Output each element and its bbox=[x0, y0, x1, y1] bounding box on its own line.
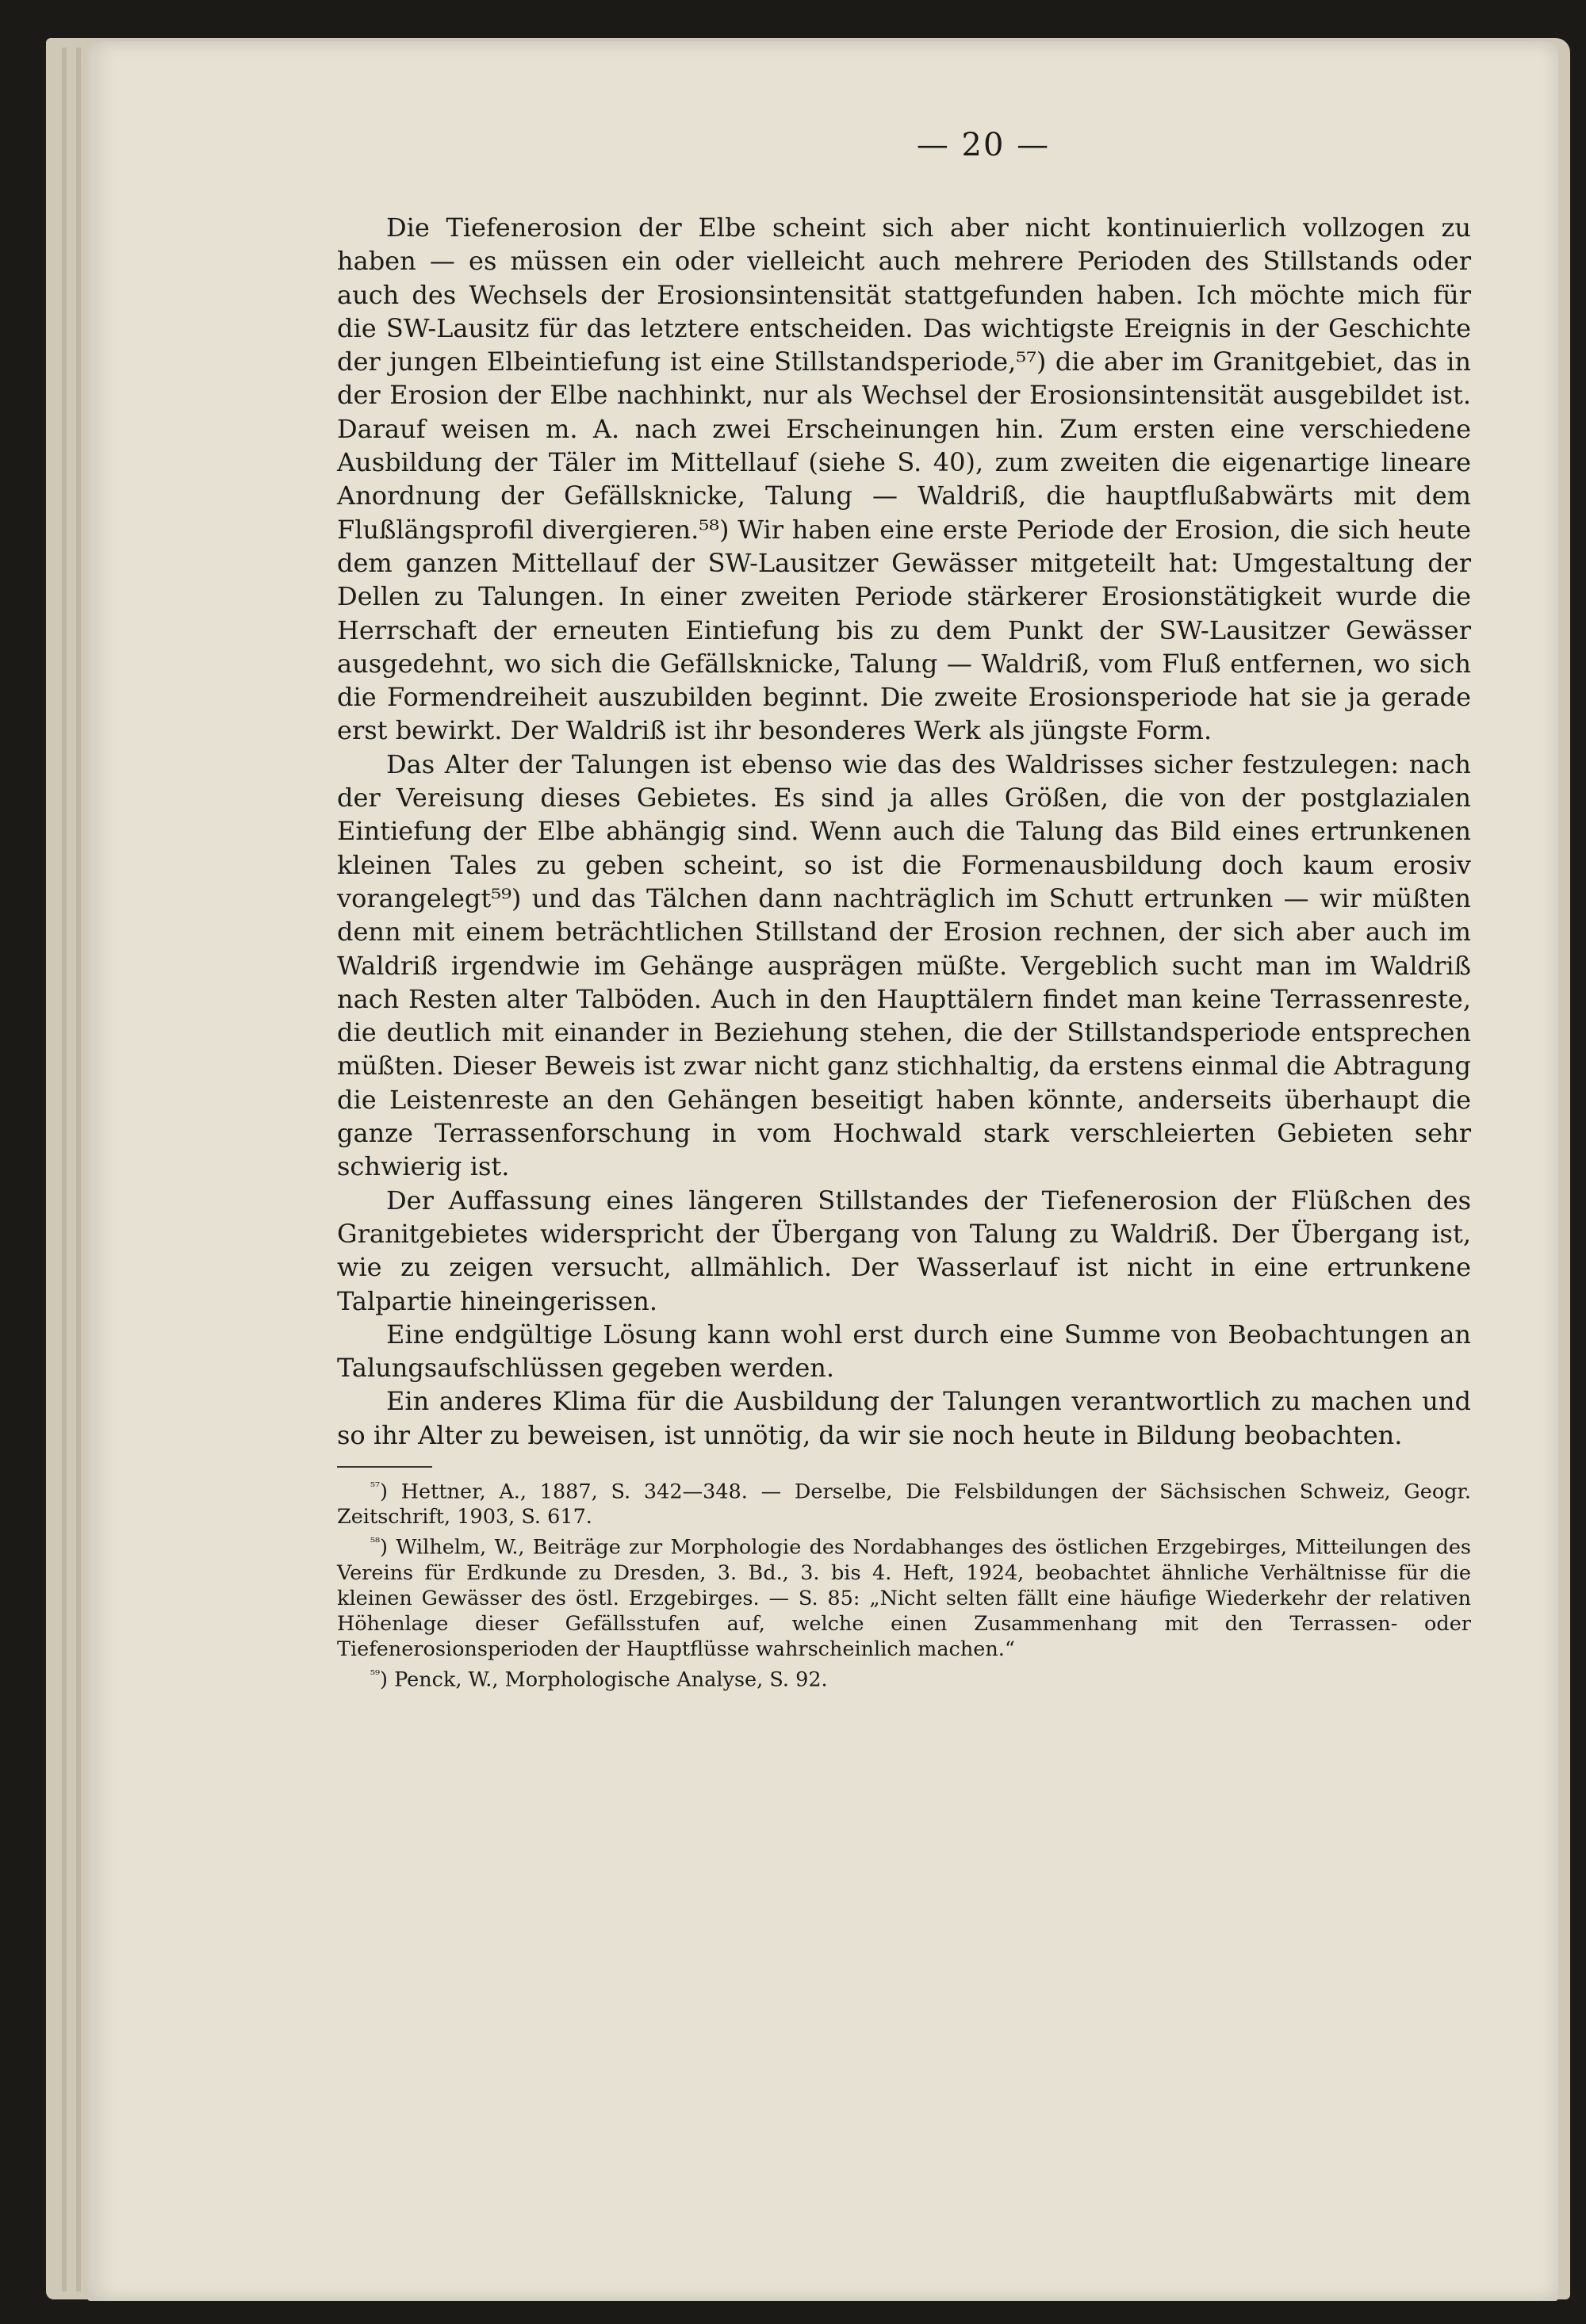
page-content bbox=[337, 127, 1471, 1692]
paragraph: Das Alter der Talungen ist ebenso wie das des Waldrisses sicher festzulegen: nach der Vereisung dieses Gebietes. Es sind ja alles Größen, die von der postglazialen Eintiefung der Elbe abhängig sind. Wenn auch die Talung das Bild eines ertrunkenen kleinen Tales zu geben scheint, so ist die Formenausbildung doch kaum erosiv vorangelegt⁵⁹) und das Tälchen dann nachträglich im Schutt ertrunken — wir müßten denn mit einem beträchtlichen Stillstand der Erosion rechnen, der sich aber auch im Waldriß irgendwie im Gehänge ausprägen müßte. Vergeblich sucht man im Waldriß nach Resten alter Talböden. Auch in den Haupttälern findet man keine Terrassenreste, die deutlich mit einander in Beziehung stehen, die der Stillstandsperiode entsprechen müßten. Dieser Beweis ist zwar nicht ganz stichhaltig, da erstens einmal die Abtragung die Leistenreste an den Gehängen beseitigt haben könnte, anderseits überhaupt die ganze Terrassenforschung in vom Hochwald stark verschleierten Gebieten sehr schwierig ist. bbox=[337, 749, 1471, 1182]
footnote-mark: ⁵⁸ bbox=[370, 1535, 381, 1550]
page-edge bbox=[76, 48, 81, 2291]
footnote-text: ) Penck, W., Morphologische Analyse, S. 92. bbox=[380, 1667, 828, 1692]
footnote-mark: ⁵⁹ bbox=[370, 1667, 381, 1682]
paragraph: Der Auffassung eines längeren Stillstandes der Tiefenerosion der Flüßchen des Granitgebietes widerspricht der Übergang von Talung zu Waldriß. Der Übergang ist, wie zu zeigen versucht, allmählich. Der Wasserlauf ist nicht in eine ertrunkene Talpartie hineingerissen. bbox=[337, 1185, 1471, 1316]
footnote-text: ) Wilhelm, W., Beiträge zur Morphologie des Nordabhanges des östlichen Erzgebirges, Mitteilungen des Vereins für Erdkunde zu Dresden, 3. Bd., 3. bis 4. Heft, 1924, beobachtet ähnliche Verhältnisse für die kleinen Gewässer des östl. Erzgebirges. — S. 85: „Nicht selten fällt eine häufige Wiederkehr der relativen Höhenlage dieser Gefällsstufen auf, welche einen Zusammenhang mit den Terrassen- oder Tiefenerosionsperioden der Hauptflüsse wahrscheinlich machen.“ bbox=[337, 1535, 1471, 1661]
paragraph: Eine endgültige Lösung kann wohl erst durch eine Summe von Beobachtungen an Talungsaufschlüssen gegeben werden. bbox=[337, 1319, 1471, 1384]
page-number: — 20 — bbox=[916, 127, 1051, 163]
footnote bbox=[337, 1474, 1471, 1530]
footnote bbox=[337, 1530, 1471, 1662]
footnote-text: ) Hettner, A., 1887, S. 342—348. — Derselbe, Die Felsbildungen der Sächsischen Schweiz, Geogr. Zeitschrift, 1903, S. 617. bbox=[337, 1480, 1471, 1530]
paragraph: Ein anderes Klima für die Ausbildung der Talungen verantwortlich zu machen und so ihr Alter zu beweisen, ist unnötig, da wir sie noch heute in Bildung beobachten. bbox=[337, 1386, 1471, 1450]
footnote-divider bbox=[337, 1466, 432, 1468]
page-edge bbox=[62, 48, 67, 2291]
footnote bbox=[337, 1662, 1471, 1693]
footnote-mark: ⁵⁷ bbox=[370, 1479, 381, 1494]
paragraph: Die Tiefenerosion der Elbe scheint sich aber nicht kontinuierlich vollzogen zu haben — es müssen ein oder vielleicht auch mehrere Perioden des Stillstands oder auch des Wechsels der Erosionsintensität stattgefunden haben. Ich möchte mich für die SW-Lausitz für das letztere entscheiden. Das wichtigste Ereignis in der Geschichte der jungen Elbeintiefung ist eine Stillstandsperiode,⁵⁷) die aber im Granitgebiet, das in der Erosion der Elbe nachhinkt, nur als Wechsel der Erosionsintensität ausgebildet ist. Darauf weisen m. A. nach zwei Erscheinungen hin. Zum ersten eine verschiedene Ausbildung der Täler im Mittellauf (siehe S. 40), zum zweiten die eigenartige lineare Anordnung der Gefällsknicke, Talung — Waldriß, die hauptflußabwärts mit dem Flußlängsprofil divergieren.⁵⁸) Wir haben eine erste Periode der Erosion, die sich heute dem ganzen Mittellauf der SW-Lausitzer Gewässer mitgeteilt hat: Umgestaltung der Dellen zu Talungen. In einer zweiten Periode stärkerer Erosionstätigkeit wurde die Herrschaft der erneuten Eintiefung bis zu dem Punkt der SW-Lausitzer Gewässer ausgedehnt, wo sich die Gefällsknicke, Talung — Waldriß, vom Fluß entfernen, wo sich die Formendreiheit auszubilden beginnt. Die zweite Erosionsperiode hat sie ja gerade erst bewirkt. Der Waldriß ist ihr besonderes Werk als jüngste Form. bbox=[337, 212, 1471, 746]
